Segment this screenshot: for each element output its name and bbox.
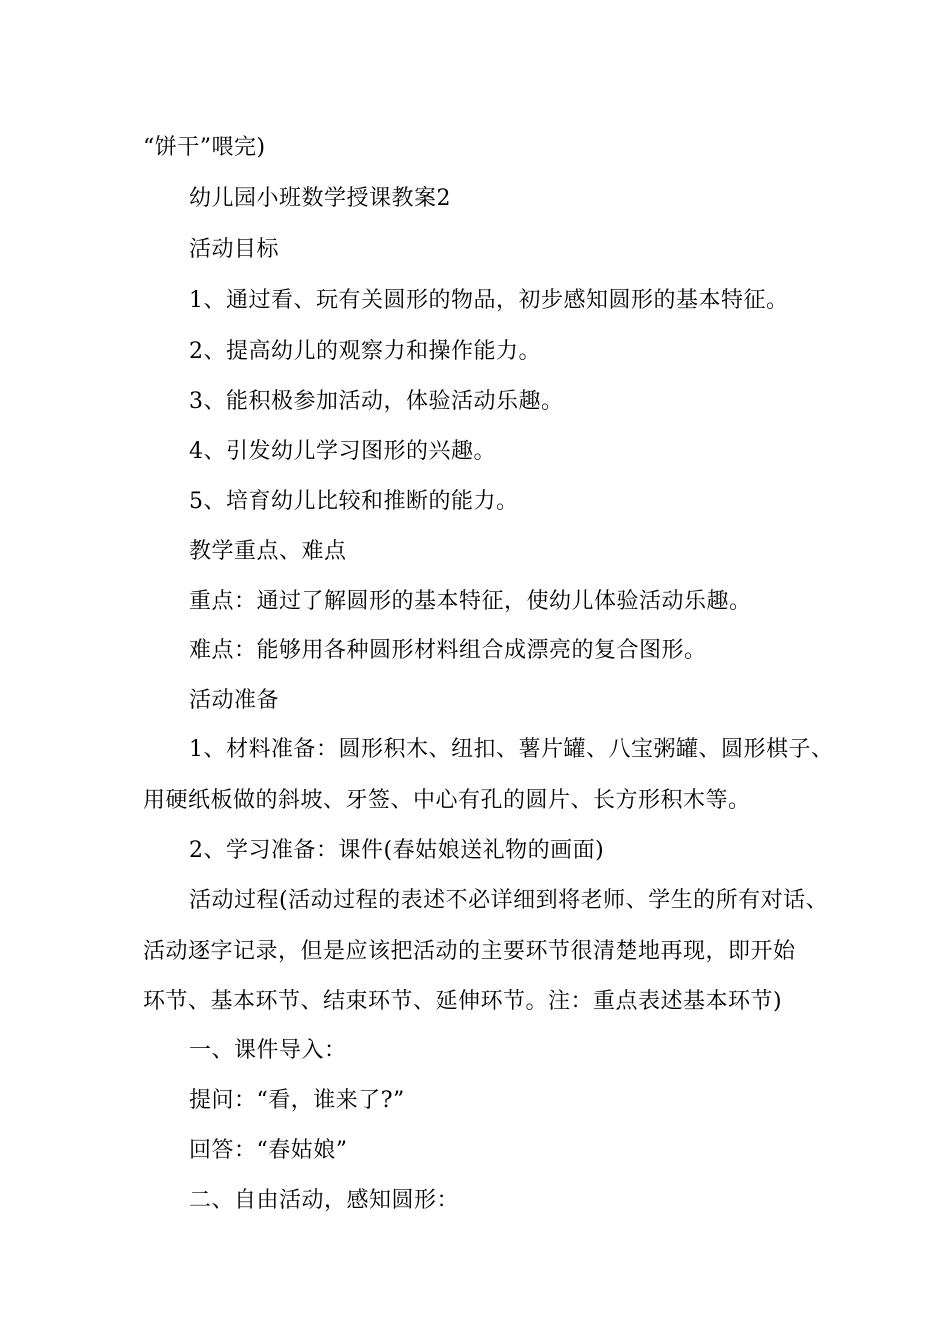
text-line: 1、材料准备：圆形积木、纽扣、薯片罐、八宝粥罐、圆形棋子、 bbox=[189, 737, 834, 762]
text-line: 回答：“春姑娘” bbox=[189, 1138, 348, 1163]
text-line: 重点：通过了解圆形的基本特征，使幼儿体验活动乐趣。 bbox=[189, 589, 752, 614]
section-heading: 一、课件导入： bbox=[189, 1038, 347, 1063]
section-heading: 活动目标 bbox=[189, 237, 280, 262]
text-line: 提问：“看，谁来了?” bbox=[189, 1088, 405, 1113]
section-heading: 活动准备 bbox=[189, 688, 280, 713]
text-line: 2、学习准备：课件(春姑娘送礼物的画面) bbox=[189, 838, 605, 863]
section-heading: 教学重点、难点 bbox=[189, 539, 347, 564]
text-line: 用硬纸板做的斜坡、牙签、中心有孔的圆片、长方形积木等。 bbox=[143, 788, 751, 813]
text-line: 5、培育幼儿比较和推断的能力。 bbox=[189, 489, 519, 514]
text-line: 活动逐字记录，但是应该把活动的主要环节很清楚地再现，即开始 bbox=[143, 939, 796, 964]
text-line: 4、引发幼儿学习图形的兴趣。 bbox=[189, 439, 496, 464]
text-line: 1、通过看、玩有关圆形的物品，初步感知圆形的基本特征。 bbox=[189, 288, 789, 313]
text-line: 2、提高幼儿的观察力和操作能力。 bbox=[189, 339, 541, 364]
text-line: 环节、基本环节、结束环节、延伸环节。注：重点表述基本环节) bbox=[143, 989, 783, 1014]
text-line: “饼干”喂完) bbox=[143, 135, 266, 160]
section-heading: 二、自由活动，感知圆形： bbox=[189, 1188, 460, 1213]
text-line: 难点：能够用各种圆形材料组合成漂亮的复合图形。 bbox=[189, 638, 707, 663]
section-title: 幼儿园小班数学授课教案2 bbox=[189, 186, 451, 211]
text-line: 3、能积极参加活动，体验活动乐趣。 bbox=[189, 389, 564, 414]
text-line: 活动过程(活动过程的表述不必详细到将老师、学生的所有对话、 bbox=[189, 888, 829, 913]
